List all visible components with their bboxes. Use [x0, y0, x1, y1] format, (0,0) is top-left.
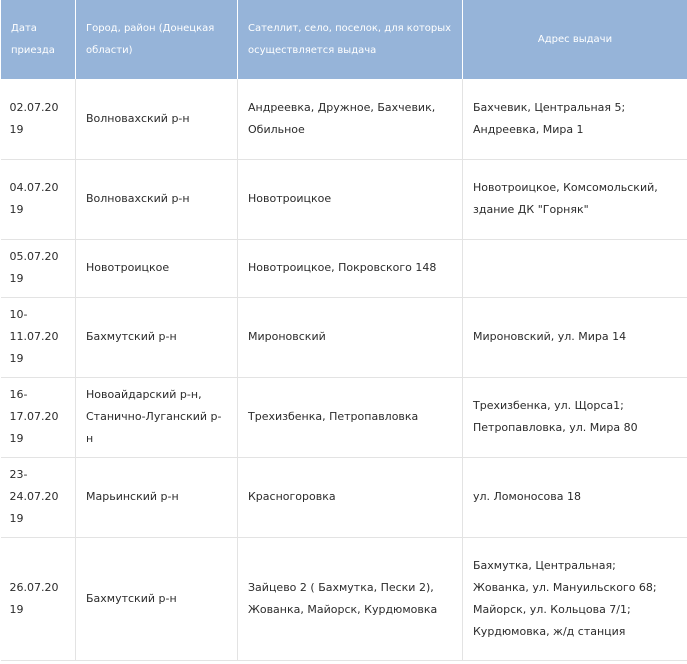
cell-city-line: Бахмутский р-н	[86, 330, 177, 343]
header-satellite	[238, 0, 463, 79]
cell-satellite-line: Новотроицкое	[248, 192, 332, 205]
cell-date-line: 05.07.2019	[9, 250, 59, 285]
header-city	[76, 0, 238, 79]
cell-address-line: Бахмутка, Центральная;	[473, 558, 616, 572]
cell-city-line: Станично-Луганский р-н	[86, 410, 222, 445]
cell-date	[1, 377, 76, 457]
table-body	[1, 79, 687, 660]
cell-satellite-line: Андреевка, Дружное, Бахчевик,	[248, 100, 436, 114]
cell-satellite	[238, 159, 463, 239]
cell-city	[76, 159, 238, 239]
cell-address-line: Трехизбенка, ул. Щорса1;	[473, 399, 624, 412]
cell-satellite-line: Обильное	[248, 122, 305, 136]
header-row	[1, 0, 687, 79]
cell-address-line: здание ДК "Горняк"	[473, 203, 589, 216]
cell-address	[463, 537, 687, 660]
table-row	[1, 297, 687, 377]
cell-address-line: Бахчевик, Центральная 5;	[473, 100, 626, 114]
cell-date-line: 16-	[9, 388, 28, 401]
header-date	[1, 0, 76, 79]
cell-satellite-line: Новотроицкое, Покровского 148	[248, 261, 437, 274]
cell-date-line: 23-	[9, 468, 28, 481]
table-row	[1, 239, 687, 297]
cell-address-line: ул. Ломоносова 18	[473, 490, 581, 503]
cell-city	[76, 297, 238, 377]
header-address-line: Адрес выдачи	[537, 33, 613, 45]
cell-date-line: 10-	[9, 308, 28, 321]
cell-date-line: 04.07.2019	[9, 181, 59, 216]
header-city-line: Город, район (Донецкая	[86, 22, 215, 34]
cell-date	[1, 457, 76, 537]
table-row	[1, 537, 687, 660]
cell-address-line: Жованка, ул. Мануильского 68;	[473, 580, 657, 594]
cell-date	[1, 297, 76, 377]
cell-address-line: Новотроицкое, Комсомольский,	[473, 181, 658, 194]
header-satellite-line: Сателлит, село, поселок, для которых	[248, 22, 452, 34]
cell-date-line: 17.07.2019	[9, 410, 59, 445]
header-date-line: Дата	[11, 22, 37, 34]
header-city-line: области)	[86, 44, 133, 56]
cell-city	[76, 537, 238, 660]
cell-address-line: Андреевка, Мира 1	[473, 122, 584, 136]
cell-address-line: Курдюмовка, ж/д станция	[473, 624, 626, 638]
cell-city-line: Новотроицкое	[86, 261, 170, 274]
cell-city	[76, 457, 238, 537]
cell-satellite	[238, 457, 463, 537]
cell-date	[1, 537, 76, 660]
cell-satellite	[238, 79, 463, 159]
cell-address	[463, 159, 687, 239]
table-row	[1, 457, 687, 537]
cell-address	[463, 457, 687, 537]
cell-address-line: Петропавловка, ул. Мира 80	[473, 421, 638, 434]
cell-city-line: Марьинский р-н	[86, 490, 179, 503]
header-satellite-line: осуществляется выдача	[248, 44, 377, 56]
cell-date	[1, 79, 76, 159]
table-row	[1, 377, 687, 457]
cell-satellite-line: Жованка, Майорск, Курдюмовка	[248, 602, 438, 616]
cell-date-line: 26.07.2019	[9, 580, 59, 616]
cell-city	[76, 377, 238, 457]
cell-satellite	[238, 537, 463, 660]
cell-date	[1, 159, 76, 239]
cell-address	[463, 297, 687, 377]
table-row	[1, 159, 687, 239]
cell-address	[463, 79, 687, 159]
cell-satellite	[238, 297, 463, 377]
cell-address	[463, 239, 687, 297]
cell-city-line: Волновахский р-н	[86, 192, 190, 205]
cell-address-line: Майорск, ул. Кольцова 7/1;	[473, 602, 631, 616]
cell-date-line: 02.07.2019	[9, 100, 59, 136]
cell-satellite-line: Мироновский	[248, 330, 326, 343]
cell-satellite-line: Красногоровка	[248, 490, 336, 503]
table-header	[1, 0, 687, 79]
cell-address-line: Мироновский, ул. Мира 14	[473, 330, 627, 343]
cell-date	[1, 239, 76, 297]
cell-city-line: Волновахский р-н	[86, 111, 190, 125]
cell-city	[76, 79, 238, 159]
cell-satellite-line: Зайцево 2 ( Бахмутка, Пески 2),	[248, 580, 434, 594]
cell-satellite	[238, 377, 463, 457]
cell-address	[463, 377, 687, 457]
cell-satellite	[238, 239, 463, 297]
cell-date-line: 11.07.2019	[9, 330, 59, 365]
header-date-line: приезда	[11, 44, 55, 56]
cell-satellite-line: Трехизбенка, Петропавловка	[248, 410, 419, 423]
cell-city	[76, 239, 238, 297]
cell-date-line: 24.07.2019	[9, 490, 59, 525]
cell-city-line: Бахмутский р-н	[86, 591, 177, 605]
table-row	[1, 79, 687, 159]
cell-city-line: Новоайдарский р-н,	[86, 388, 202, 401]
header-address	[463, 0, 687, 79]
